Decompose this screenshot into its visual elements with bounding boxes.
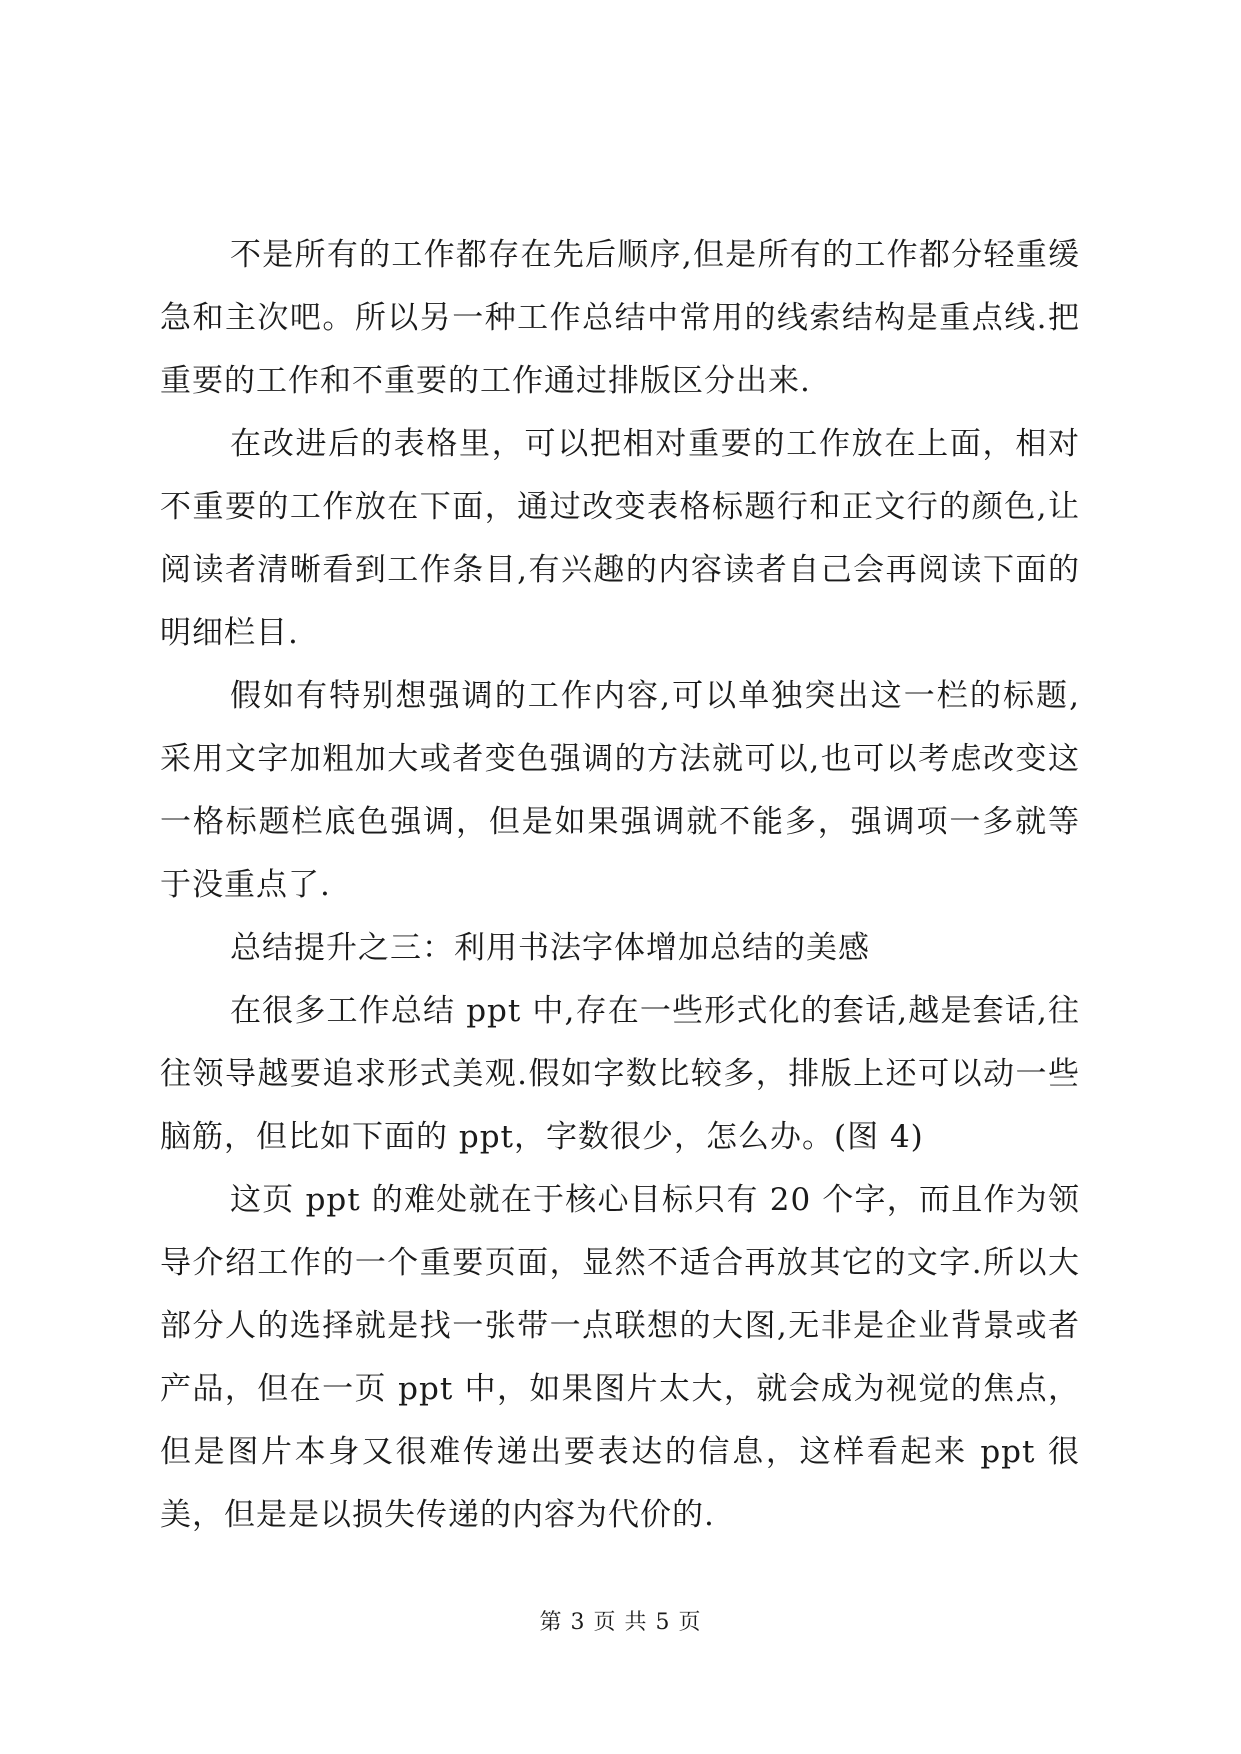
paragraph-3: 假如有特别想强调的工作内容,可以单独突出这一栏的标题,采用文字加粗加大或者变色强调的方法就可以,也可以考虑改变这一格标题栏底色强调，但是如果强调就不能多，强调项一多就等于没重点了. bbox=[160, 678, 1080, 903]
section-heading: 总结提升之三：利用书法字体增加总结的美感 bbox=[230, 930, 870, 966]
paragraph-5: 这页 ppt 的难处就在于核心目标只有 20 个字，而且作为领导介绍工作的一个重要页面，显然不适合再放其它的文字.所以大部分人的选择就是找一张带一点联想的大图,无非是企业背景或者产品，但在一页 ppt 中，如果图片太大，就会成为视觉的焦点，但是图片本身又很难传递出要表达的信息，这样看起来 ppt 很美，但是是以损失传递的内容为代价的. bbox=[160, 1182, 1080, 1533]
paragraph-4: 在很多工作总结 ppt 中,存在一些形式化的套话,越是套话,往往领导越要追求形式美观.假如字数比较多，排版上还可以动一些脑筋，但比如下面的 ppt，字数很少，怎么办。(图 4) bbox=[160, 993, 1080, 1155]
page-footer: 第 3 页 共 5 页 bbox=[539, 1610, 702, 1635]
paragraph-2: 在改进后的表格里，可以把相对重要的工作放在上面，相对不重要的工作放在下面，通过改变表格标题行和正文行的颜色,让阅读者清晰看到工作条目,有兴趣的内容读者自己会再阅读下面的明细栏目. bbox=[160, 426, 1080, 651]
body-text bbox=[160, 224, 1080, 1547]
paragraph-1: 不是所有的工作都存在先后顺序,但是所有的工作都分轻重缓急和主次吧。所以另一种工作总结中常用的线索结构是重点线.把重要的工作和不重要的工作通过排版区分出来. bbox=[160, 237, 1080, 399]
